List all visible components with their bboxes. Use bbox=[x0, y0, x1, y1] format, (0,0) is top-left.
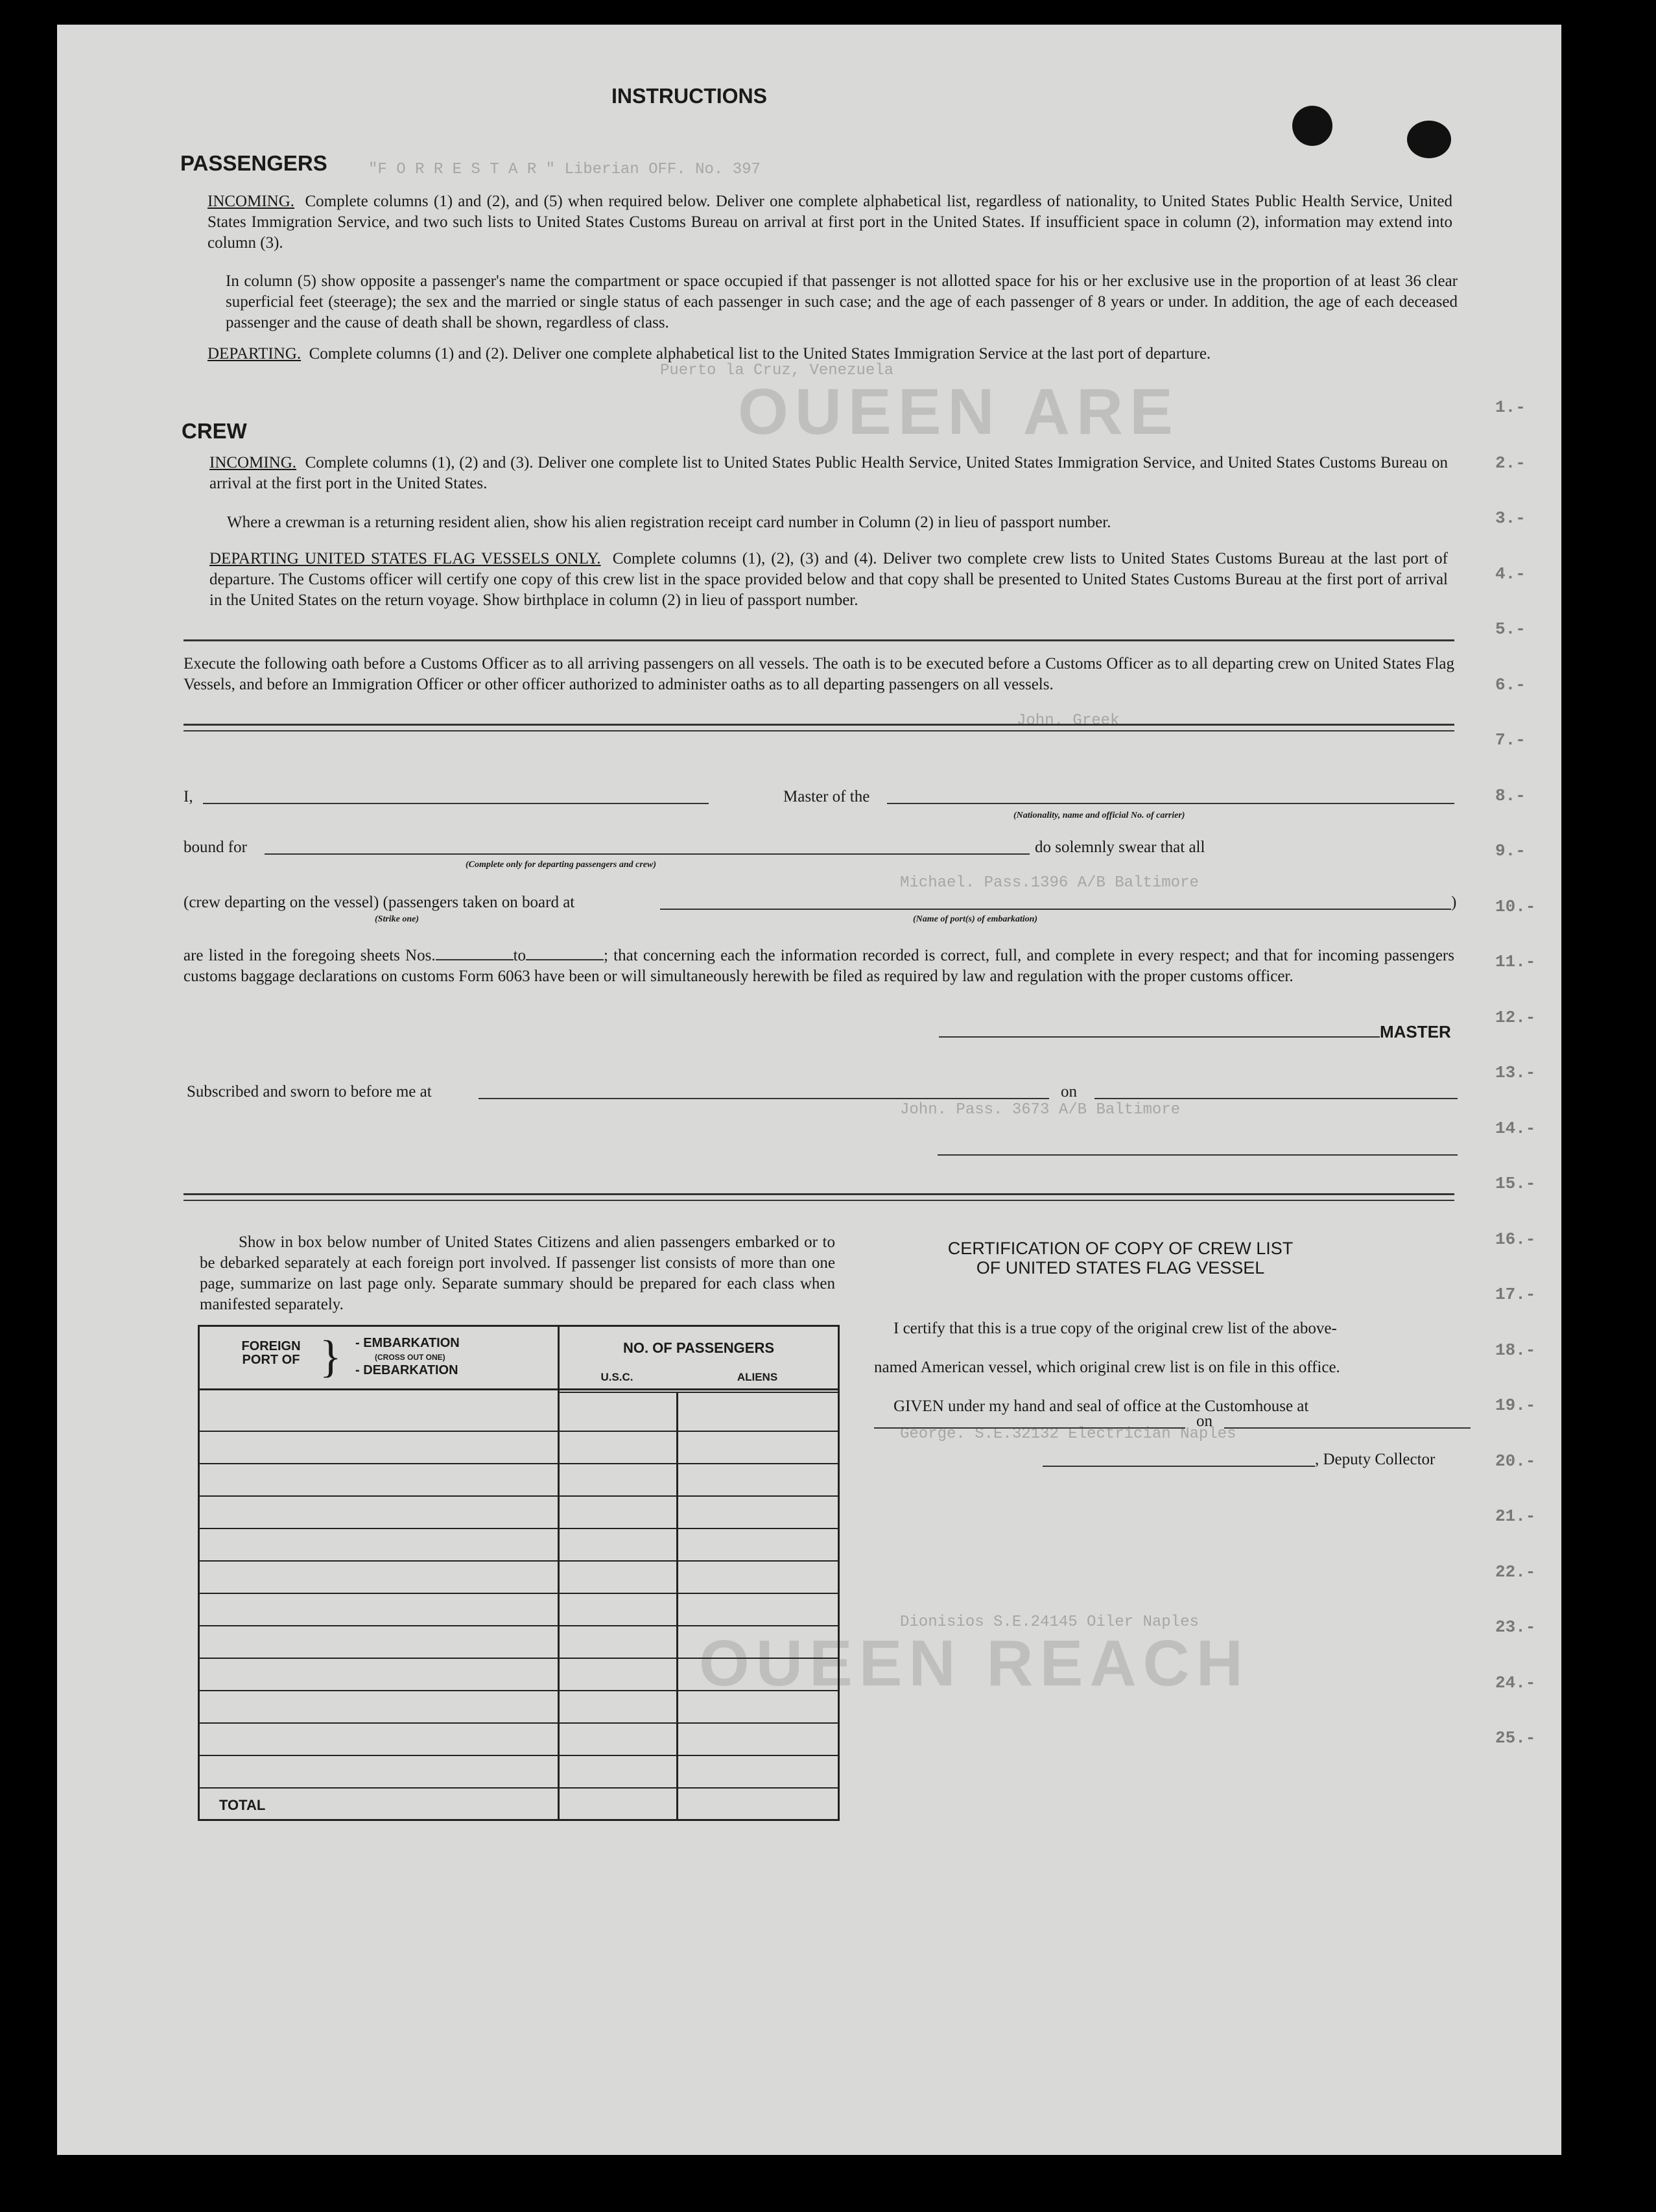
crew-flag-paragraph bbox=[209, 549, 1448, 611]
table-row-divider bbox=[200, 1658, 838, 1659]
crew-flag-text: Complete columns (1), (2), (3) and (4). Deliver two complete crew lists to United States Customs Bureau at the last port of departure. The Customs officer will certify one copy of this crew list in the space provided below and that copy shall be presented to United States Customs Bureau at the first port of arrival in the United States on the return voyage. Show birthplace in column (2) in lieu of passport number. bbox=[209, 550, 1448, 609]
passenger-summary-table bbox=[198, 1325, 840, 1821]
bleed-through-row-number: 8.- bbox=[1495, 785, 1526, 805]
table-header-divider bbox=[200, 1388, 838, 1390]
divider bbox=[183, 724, 1454, 726]
bleed-through-row-number: 21.- bbox=[1495, 1506, 1536, 1526]
bleed-through-row-number: 10.- bbox=[1495, 896, 1536, 916]
crew-resident-paragraph: Where a crewman is a returning resident alien, show his alien registration receipt card number in Column (2) in lieu of passport number. bbox=[227, 514, 1111, 531]
passengers-heading: PASSENGERS bbox=[180, 151, 327, 175]
passengers-departing-paragraph bbox=[207, 344, 1452, 364]
crew-flag-label: DEPARTING UNITED STATES FLAG VESSELS ONLY. bbox=[209, 550, 601, 567]
bleed-through-text: Michael. Pass.1396 A/B Baltimore bbox=[900, 874, 1199, 892]
listed-post: ; that concerning each the information recorded is correct, full, and complete in every respect; and that for incoming passengers customs baggage declarations on customs Form 6063 have been or will simultaneously herewith be filed as required by law and regulation with the proper customs officer. bbox=[183, 947, 1454, 985]
cross-out-note: (CROSS OUT ONE) bbox=[375, 1353, 445, 1362]
bleed-through-text: John. Greek bbox=[1017, 712, 1120, 730]
sheet-from-line[interactable] bbox=[436, 959, 514, 960]
table-row-divider bbox=[200, 1722, 838, 1724]
passengers-incoming-label: INCOMING. bbox=[207, 193, 295, 210]
bleed-through-row-number: 20.- bbox=[1495, 1451, 1536, 1471]
bleed-through-text: Puerto la Cruz, Venezuela bbox=[660, 362, 894, 379]
certification-date-line[interactable] bbox=[1224, 1427, 1471, 1429]
oath-swear: do solemnly swear that all bbox=[1035, 838, 1205, 856]
oath-on-label: on bbox=[1061, 1083, 1077, 1100]
bleed-through-row-number: 3.- bbox=[1495, 508, 1526, 528]
oath-intro: Execute the following oath before a Customs Officer as to all arriving passengers on all vessels. The oath is to be executed before a Customs Officer as to all departing crew on United States Flag Vessels, and before an Immigration Officer or other officer authorized to administer oaths as to all departing passengers on all vessels. bbox=[183, 655, 1454, 693]
table-row-divider bbox=[200, 1755, 838, 1756]
bleed-through-row-number: 16.- bbox=[1495, 1229, 1536, 1249]
divider bbox=[183, 1193, 1454, 1195]
officer-signature-line[interactable] bbox=[938, 1154, 1458, 1156]
listed-to: to bbox=[513, 947, 526, 964]
table-row-divider bbox=[200, 1787, 838, 1789]
destination-line[interactable] bbox=[265, 853, 1030, 855]
bleed-through-row-number: 4.- bbox=[1495, 564, 1526, 584]
certification-line2: named American vessel, which original crew list is on file in this office. bbox=[874, 1359, 1340, 1376]
oath-master-of: Master of the bbox=[783, 788, 870, 805]
bleed-through-text: George. S.E.32132 Electrician Naples bbox=[900, 1425, 1236, 1443]
usc-header: U.S.C. bbox=[600, 1371, 633, 1383]
strike-note: (Strike one) bbox=[375, 914, 420, 924]
table-row-divider bbox=[200, 1690, 838, 1691]
no-of-passengers-header: NO. OF PASSENGERS bbox=[622, 1340, 775, 1356]
bleed-through-row-number: 1.- bbox=[1495, 398, 1526, 417]
document-page bbox=[57, 25, 1561, 2155]
sworn-date-line[interactable] bbox=[1094, 1098, 1458, 1099]
table-row-divider bbox=[200, 1495, 838, 1497]
table-row-divider bbox=[200, 1528, 838, 1529]
oath-crew-departing: (crew departing on the vessel) (passengers taken on board at bbox=[183, 894, 575, 911]
certification-title bbox=[855, 1239, 1386, 1278]
bleed-through-row-number: 22.- bbox=[1495, 1562, 1536, 1582]
debarkation-header: - DEBARKATION bbox=[355, 1363, 458, 1377]
close-paren: ) bbox=[1451, 894, 1457, 911]
oath-subscribed: Subscribed and sworn to before me at bbox=[187, 1083, 432, 1100]
table-row-divider bbox=[200, 1593, 838, 1594]
nationality-note: (Nationality, name and official No. of carrier) bbox=[1013, 811, 1185, 820]
bleed-through-text: Dionisios S.E.24145 Oiler Naples bbox=[900, 1613, 1199, 1631]
oath-i-label: I, bbox=[183, 788, 193, 805]
foreign-port-header: FOREIGN PORT OF bbox=[241, 1339, 301, 1367]
deputy-collector-label: , Deputy Collector bbox=[1315, 1451, 1436, 1468]
passengers-column5-paragraph: In column (5) show opposite a passenger's name the compartment or space occupied if that passenger is not allotted space for his or her exclusive use in the proportion of at least 36 clear superficial feet (steerage); the sex and the married or single status of each passenger in such case; and the age of each passenger of 8 years or under. In addition, the age of each deceased passenger and the cause of death shall be shown, regardless of class. bbox=[226, 272, 1458, 331]
passengers-departing-label: DEPARTING. bbox=[207, 345, 302, 363]
page-title: INSTRUCTIONS bbox=[611, 84, 767, 108]
table-row-divider bbox=[200, 1463, 838, 1464]
deputy-signature-line[interactable] bbox=[1043, 1466, 1315, 1467]
bleed-through-row-number: 23.- bbox=[1495, 1617, 1536, 1637]
table-column-divider bbox=[558, 1327, 560, 1819]
passengers-incoming-paragraph bbox=[207, 191, 1452, 254]
embarkation-port-line[interactable] bbox=[660, 909, 1451, 910]
passengers-departing-text: Complete columns (1) and (2). Deliver one complete alphabetical list to the United States Immigration Service at the last port of departure. bbox=[309, 345, 1211, 363]
bleed-through-row-number: 24.- bbox=[1495, 1672, 1536, 1693]
certification-line3: GIVEN under my hand and seal of office at the Customhouse at bbox=[893, 1397, 1309, 1415]
bleed-through-stamp: OUEEN ARE bbox=[738, 375, 1179, 448]
crew-heading: CREW bbox=[182, 419, 247, 443]
bleed-through-row-number: 15.- bbox=[1495, 1174, 1536, 1193]
sheet-to-line[interactable] bbox=[526, 959, 604, 960]
crew-incoming-paragraph bbox=[209, 453, 1448, 494]
bleed-through-stamp-lower: OUEEN REACH bbox=[699, 1627, 1249, 1700]
total-label: TOTAL bbox=[219, 1797, 266, 1813]
bleed-through-row-number: 5.- bbox=[1495, 619, 1526, 639]
complete-note: (Complete only for departing passengers and crew) bbox=[466, 860, 656, 870]
summary-instructions: Show in box below number of United States Citizens and alien passengers embarked or to be debarked separately at each foreign port involved. If passenger list consists of more than one page, summarize on last page only. Separate summary should be prepared for each class when manifested separately. bbox=[200, 1233, 835, 1313]
embarkation-header: - EMBARKATION bbox=[355, 1336, 460, 1350]
bleed-through-row-number: 7.- bbox=[1495, 730, 1526, 750]
bleed-through-row-number: 14.- bbox=[1495, 1118, 1536, 1138]
port-note: (Name of port(s) of embarkation) bbox=[913, 914, 1038, 924]
customhouse-line[interactable] bbox=[874, 1427, 1185, 1429]
bleed-through-row-number: 17.- bbox=[1495, 1285, 1536, 1304]
aliens-header: ALIENS bbox=[737, 1371, 778, 1383]
bleed-through-row-number: 9.- bbox=[1495, 841, 1526, 861]
bleed-through-text: John. Pass. 3673 A/B Baltimore bbox=[900, 1101, 1181, 1119]
bleed-through-row-number: 25.- bbox=[1495, 1728, 1536, 1748]
ink-blot bbox=[1407, 121, 1451, 158]
sworn-place-line[interactable] bbox=[479, 1098, 1049, 1099]
bleed-through-row-number: 12.- bbox=[1495, 1007, 1536, 1027]
bleed-through-row-number: 6.- bbox=[1495, 674, 1526, 695]
master-signature-line[interactable] bbox=[939, 1036, 1380, 1038]
ink-blot bbox=[1292, 106, 1332, 146]
master-name-line[interactable] bbox=[203, 803, 709, 804]
certification-on-label: on bbox=[1196, 1412, 1212, 1430]
bleed-through-header: "F O R R E S T A R " Liberian OFF. No. 397 bbox=[368, 161, 761, 178]
oath-bound-for: bound for bbox=[183, 838, 247, 856]
divider bbox=[183, 1200, 1454, 1201]
bleed-through-row-number: 19.- bbox=[1495, 1396, 1536, 1415]
bleed-through-row-number: 18.- bbox=[1495, 1340, 1536, 1360]
crew-incoming-label: INCOMING. bbox=[209, 454, 297, 471]
table-row-divider bbox=[200, 1625, 838, 1626]
table-row-divider bbox=[200, 1431, 838, 1432]
carrier-line[interactable] bbox=[887, 803, 1454, 804]
divider bbox=[183, 730, 1454, 731]
crew-incoming-text: Complete columns (1), (2) and (3). Deliver one complete list to United States Public Health Service, United States Immigration Service, and United States Customs Bureau on arrival at the first port in the United States. bbox=[209, 454, 1448, 492]
bleed-through-row-number: 13.- bbox=[1495, 1063, 1536, 1082]
passengers-incoming-text: Complete columns (1) and (2), and (5) when required below. Deliver one complete alphabetical list, regardless of nationality, to United States Public Health Service, United States Immigration Service, and two such lists to United States Customs Bureau on arrival at first port in the United States. If insufficient space in column (2), information may extend into column (3). bbox=[207, 193, 1453, 252]
oath-listed-paragraph bbox=[183, 945, 1454, 987]
bleed-through-row-number: 2.- bbox=[1495, 453, 1526, 473]
table-row-divider bbox=[200, 1560, 838, 1562]
master-label: MASTER bbox=[1380, 1022, 1451, 1041]
certification-line1: I certify that this is a true copy of the original crew list of the above- bbox=[893, 1320, 1337, 1337]
certification-title-line2: OF UNITED STATES FLAG VESSEL bbox=[976, 1258, 1265, 1278]
divider bbox=[183, 639, 1454, 641]
bleed-through-row-number: 11.- bbox=[1495, 952, 1536, 971]
brace-icon: } bbox=[320, 1332, 342, 1382]
certification-title-line1: CERTIFICATION OF COPY OF CREW LIST bbox=[947, 1239, 1294, 1258]
listed-pre: are listed in the foregoing sheets Nos. bbox=[183, 947, 436, 964]
table-header-divider bbox=[558, 1392, 838, 1393]
